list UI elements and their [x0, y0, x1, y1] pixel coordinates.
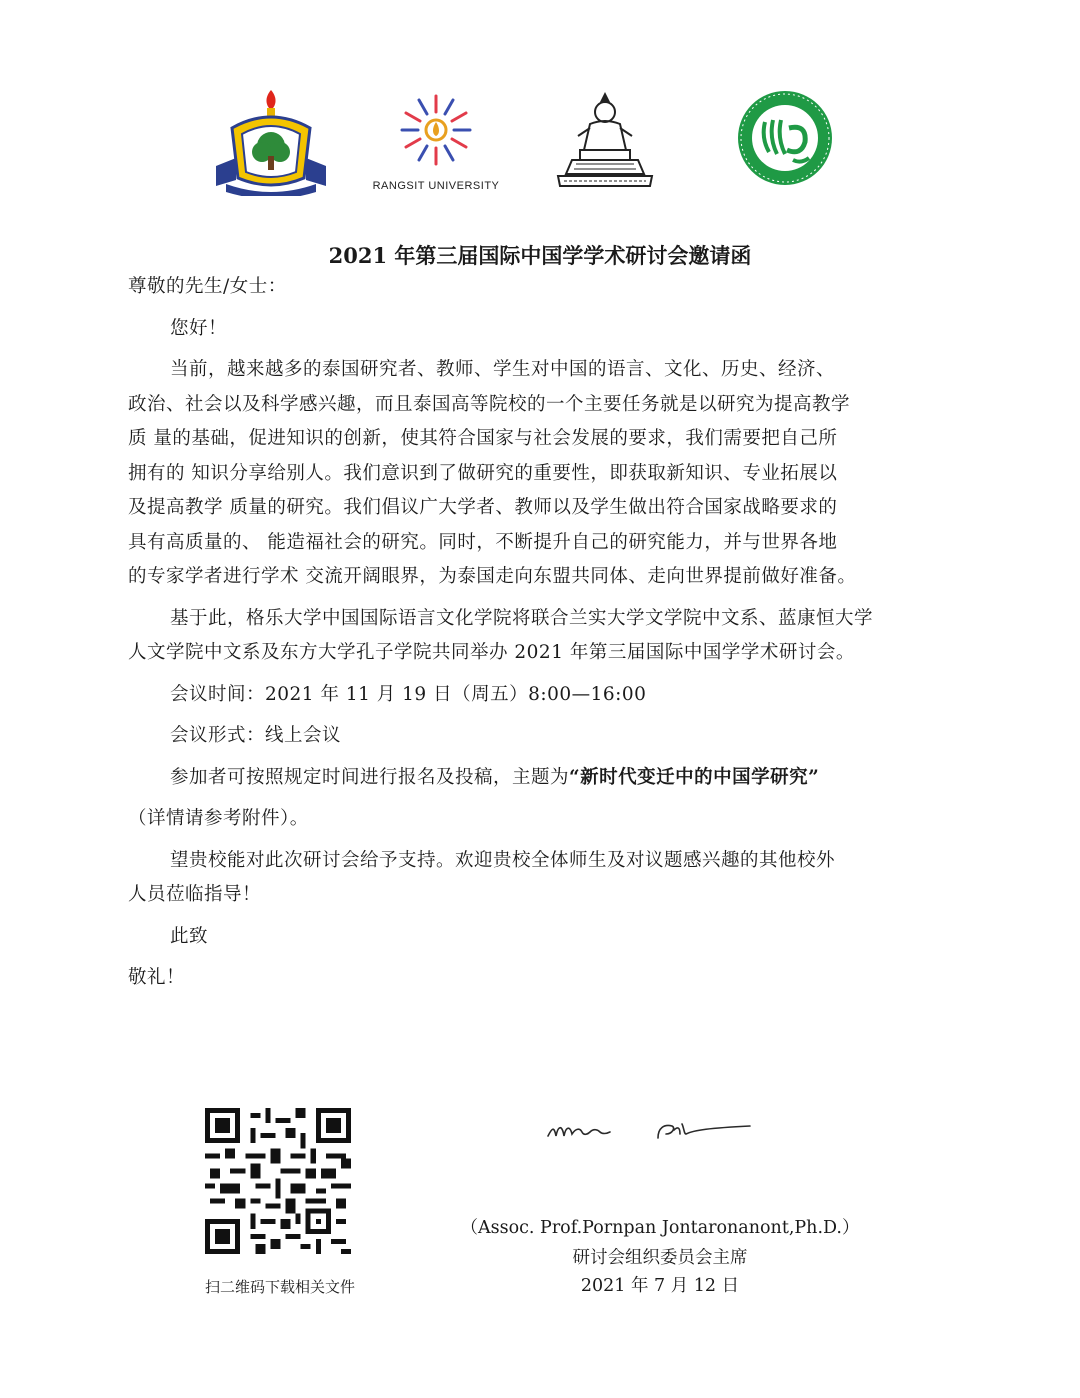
ramkhamhaeng-university-logo	[550, 88, 660, 198]
paragraph-line: 人员莅临指导！	[128, 884, 262, 905]
rangsit-university-logo	[372, 88, 500, 194]
chiangrai-university-logo	[212, 88, 330, 196]
confucius-institute-logo	[735, 88, 835, 188]
letter-date: 2021 年 7 月 12 日	[580, 1276, 740, 1296]
paragraph-line: 拥有的 知识分享给别人。我们意识到了做研究的重要性，即获取新知识、专业拓展以	[128, 462, 838, 484]
meeting-time: 会议时间：2021 年 11 月 19 日（周五）8:00—16:00	[170, 683, 647, 705]
salutation: 尊敬的先生/女士：	[128, 276, 287, 297]
closing-salute: 敬礼！	[128, 967, 186, 988]
qr-caption: 扫二维码下载相关文件	[204, 1278, 355, 1296]
paragraph-line: 政治、社会以及科学感兴趣，而且泰国高等院校的一个主要任务就是以研究为提高教学	[128, 393, 851, 415]
signer-role: 研讨会组织委员会主席	[572, 1248, 748, 1268]
letter-title: 2021 年第三届国际中国学学术研讨会邀请函	[328, 243, 752, 268]
registration-line	[128, 761, 988, 796]
signer-name: （Assoc. Prof.Pornpan Jontaronanont,Ph.D.）	[460, 1218, 860, 1238]
meeting-format: 会议形式：线上会议	[170, 725, 342, 746]
paragraph-intro	[128, 353, 988, 595]
closing-regards: 此致	[170, 925, 209, 947]
paragraph-line: 当前，越来越多的泰国研究者、教师、学生对中国的语言、文化、历史、经济、	[170, 359, 836, 380]
paragraph-line: 望贵校能对此次研讨会给予支持。欢迎贵校全体师生及对议题感兴趣的其他校外	[170, 849, 836, 871]
handwritten-signature	[540, 1110, 780, 1150]
paragraph-line: 具有高质量的、 能造福社会的研究。同时，不断提升自己的研究能力，并与世界各地	[128, 531, 838, 553]
paragraph-line: 人文学院中文系及东方大学孔子学院共同举办 2021 年第三届国际中国学学术研讨会。	[128, 642, 855, 663]
paragraph-support	[128, 844, 988, 913]
registration-theme: “新时代变迁中的中国学研究”	[569, 766, 820, 788]
registration-suffix: （详情请参考附件）。	[128, 808, 309, 829]
paragraph-line: 质 量的基础，促进知识的创新，使其符合国家与社会发展的要求，我们需要把自己所	[128, 428, 838, 449]
letter-body	[128, 270, 988, 996]
paragraph-line: 的专家学者进行学术 交流开阔眼界，为泰国走向东盟共同体、走向世界提前做好准备。	[128, 566, 857, 587]
qr-code[interactable]	[205, 1108, 351, 1254]
paragraph-line: 及提高教学 质量的研究。我们倡议广大学者、教师以及学生做出符合国家战略要求的	[128, 497, 838, 518]
paragraph-line: 基于此，格乐大学中国国际语言文化学院将联合兰实大学文学院中文系、蓝康恒大学	[170, 607, 874, 629]
rangsit-university-label: RANGSIT UNIVERSITY	[372, 180, 500, 192]
paragraph-organizers	[128, 602, 988, 671]
registration-prefix: 参加者可按照规定时间进行报名及投稿，主题为	[170, 766, 570, 788]
greeting: 您好！	[170, 317, 228, 339]
